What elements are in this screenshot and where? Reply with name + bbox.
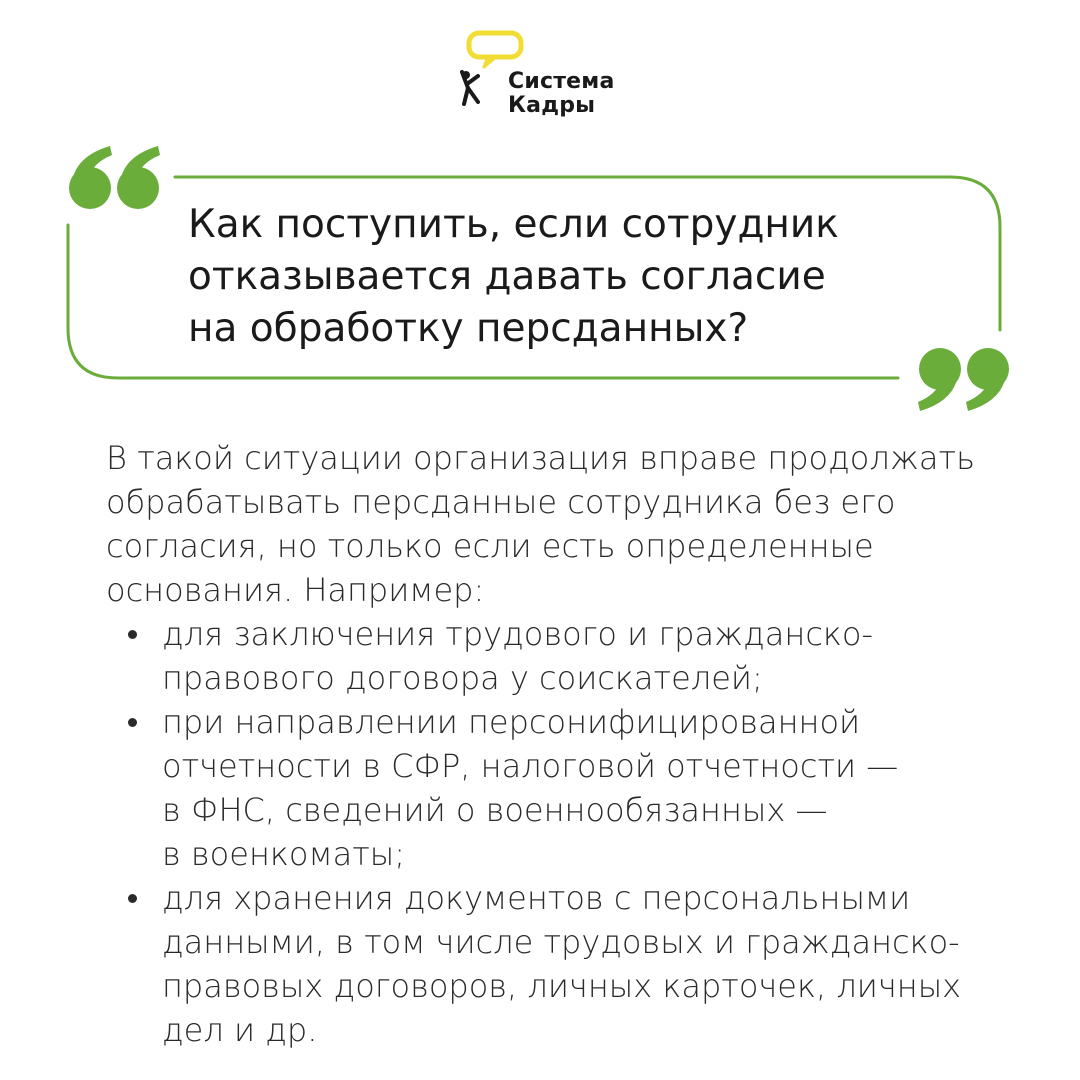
- list-item-line: данными, в том числе трудовых и гражданско-: [162, 923, 960, 961]
- bullet-list: [106, 612, 1046, 1052]
- question-line: Как поступить, если сотрудник: [188, 202, 839, 247]
- list-item-line: для хранения документов с персональными: [162, 879, 911, 917]
- bullet-icon: [128, 718, 137, 727]
- list-item-line: в военкоматы;: [162, 835, 406, 873]
- list-item: [106, 612, 1046, 700]
- list-item-line: для заключения трудового и гражданско-: [162, 615, 874, 653]
- answer-line: В такой ситуации организация вправе продолжать: [106, 439, 975, 477]
- list-item-line: отчетности в СФР, налоговой отчетности —: [162, 747, 899, 785]
- list-item: [106, 700, 1046, 876]
- list-item: [106, 876, 1046, 1052]
- answer-body: [106, 436, 1046, 1052]
- question-line: отказывается давать согласие: [188, 254, 826, 299]
- answer-line: согласия, но только если есть определенные: [106, 527, 874, 565]
- brand-name-line2: Кадры: [508, 93, 596, 118]
- brand-name-line1: Система: [508, 69, 615, 94]
- question-line: на обработку персданных?: [188, 306, 749, 351]
- list-item-line: правовых договоров, личных карточек, личных: [162, 967, 962, 1005]
- list-item-line: при направлении персонифицированной: [162, 703, 861, 741]
- bullet-icon: [128, 894, 137, 903]
- list-item-line: дел и др.: [162, 1011, 318, 1049]
- answer-intro: [106, 436, 1046, 612]
- list-item-line: правового договора у соискателей;: [162, 659, 763, 697]
- bullet-icon: [128, 630, 137, 639]
- close-quote-icon: [918, 348, 1009, 411]
- answer-line: обрабатывать персданные сотрудника без его: [106, 483, 896, 521]
- answer-line: основания. Например:: [106, 571, 485, 609]
- list-item-line: в ФНС, сведений о военнообязанных —: [162, 791, 828, 829]
- question-heading: [188, 199, 948, 355]
- open-quote-icon: [69, 146, 160, 209]
